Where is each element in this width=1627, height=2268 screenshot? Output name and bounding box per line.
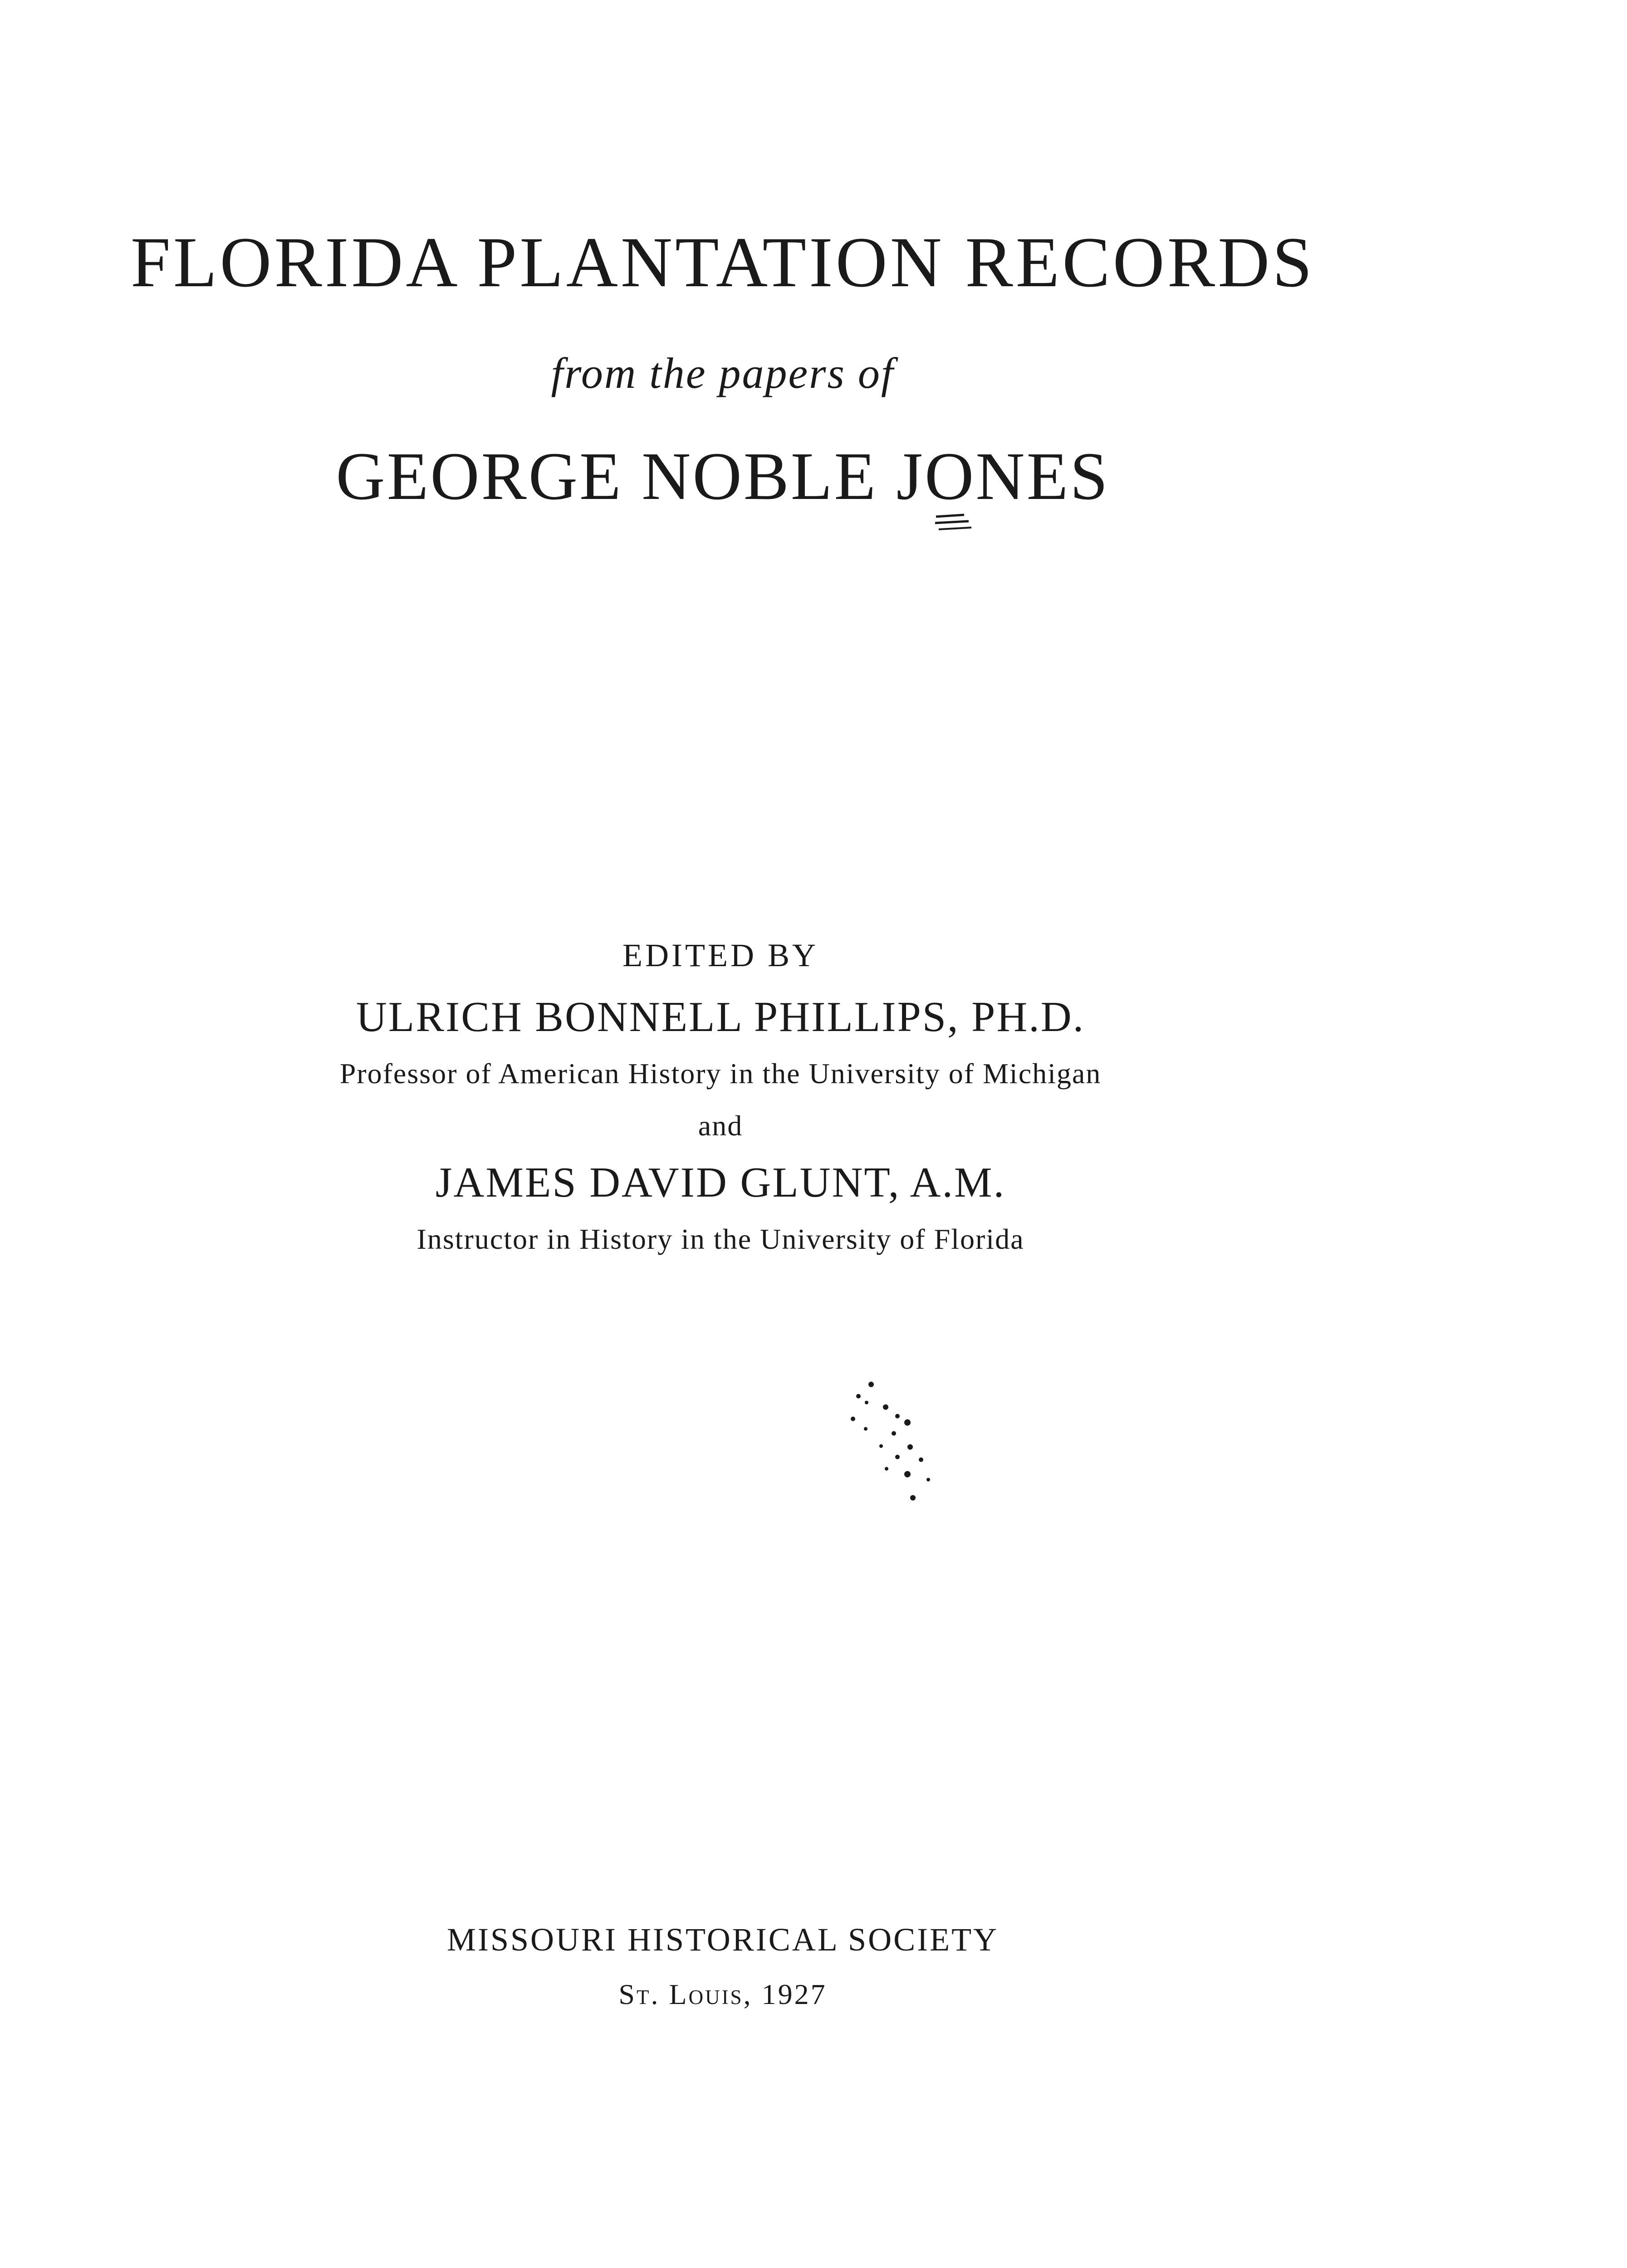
edited-by-label: EDITED BY	[622, 937, 818, 973]
editor-name: ULRICH BONNELL PHILLIPS, PH.D.	[356, 993, 1085, 1041]
pen-underline-mark	[932, 510, 973, 533]
publication-place-year: St. Louis, 1927	[618, 1978, 827, 2010]
publisher-name: MISSOURI HISTORICAL SOCIETY	[446, 1921, 999, 1958]
editor-name: JAMES DAVID GLUNT, A.M.	[435, 1159, 1006, 1206]
editor-conjunction: and	[698, 1110, 743, 1142]
subject-name: GEORGE NOBLE JONES	[336, 439, 1110, 514]
book-title: FLORIDA PLANTATION RECORDS	[130, 223, 1315, 302]
editor-affiliation: Instructor in History in the University of Florida	[417, 1223, 1024, 1255]
editor-affiliation: Professor of American History in the University of Michigan	[339, 1057, 1102, 1090]
book-subtitle: from the papers of	[551, 349, 895, 397]
printer-ornament-icon	[839, 1379, 939, 1506]
